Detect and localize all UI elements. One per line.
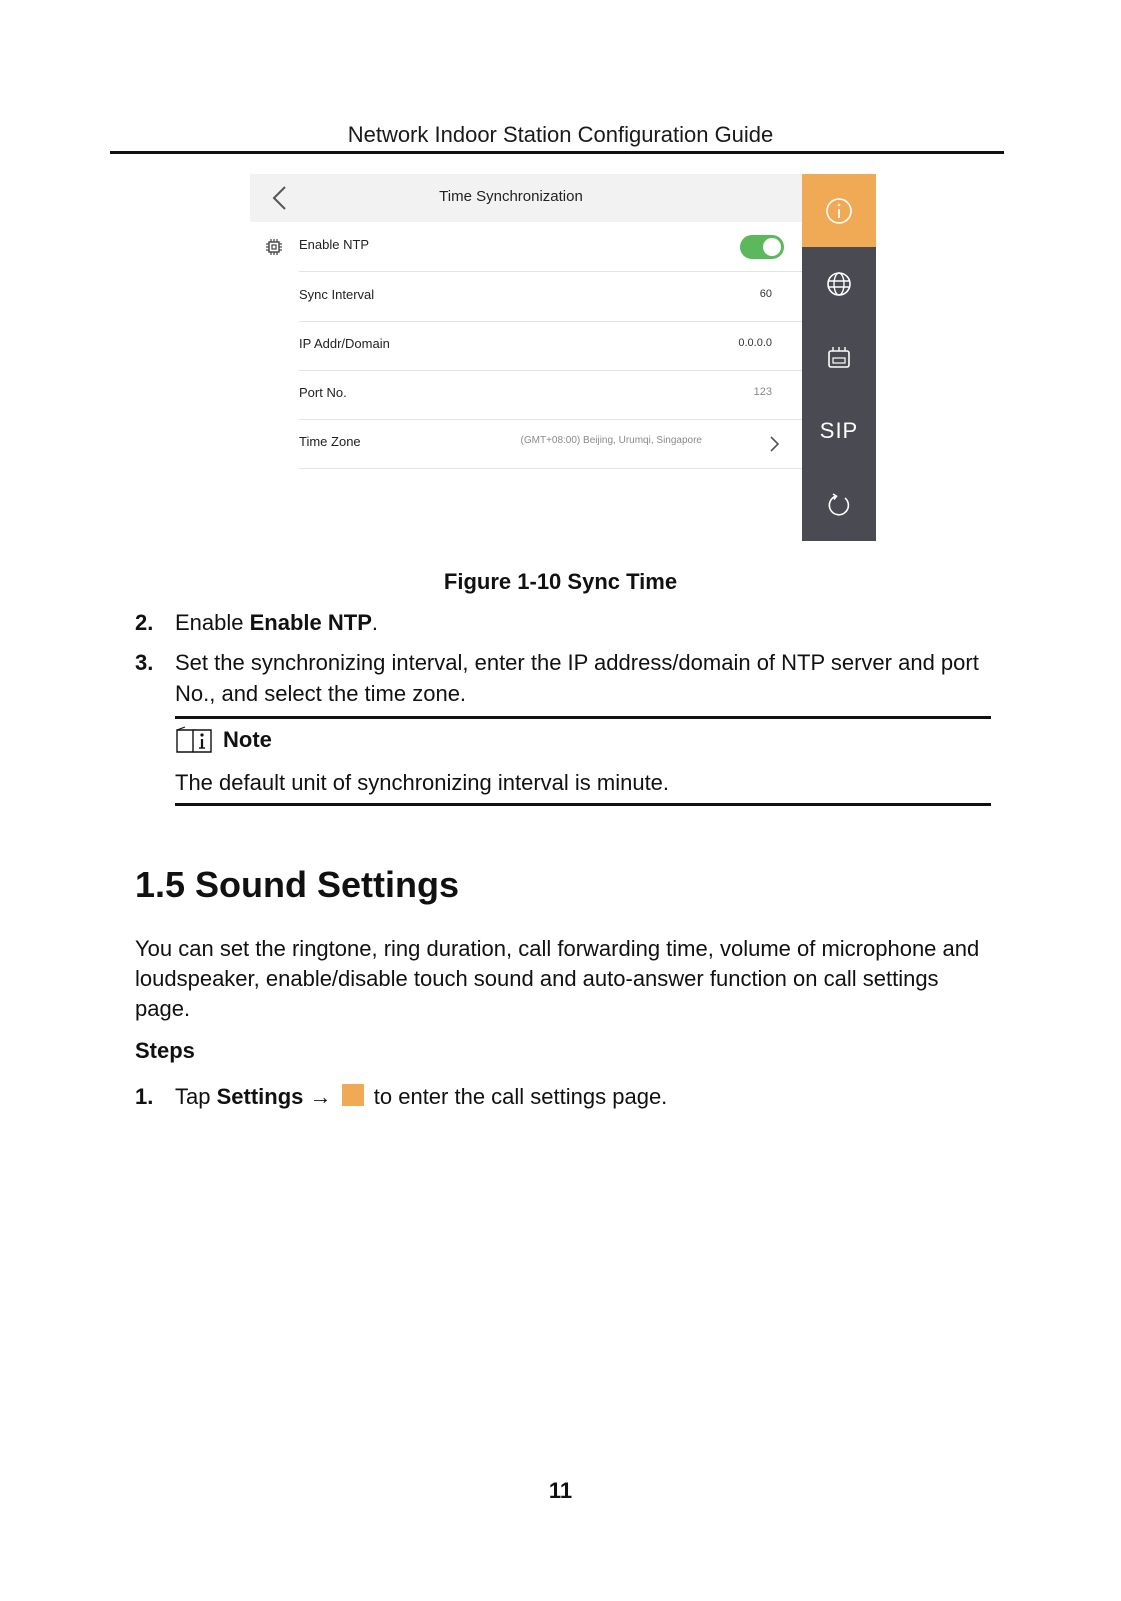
step-text: Tap Settings → to enter the call settings page. bbox=[175, 1084, 668, 1109]
sidebar-item-info[interactable] bbox=[802, 174, 876, 247]
row-enable-ntp[interactable] bbox=[299, 222, 802, 272]
screenshot-sidebar bbox=[802, 174, 876, 541]
screenshot-topbar bbox=[250, 174, 802, 222]
sidebar-item-refresh[interactable] bbox=[802, 468, 876, 541]
ui-term: Enable NTP bbox=[249, 610, 372, 635]
sync-time-screenshot bbox=[250, 174, 876, 541]
note-text: The default unit of synchronizing interval is minute. bbox=[175, 770, 670, 795]
header-rule bbox=[110, 151, 1004, 154]
row-value: 0.0.0.0 bbox=[738, 337, 772, 349]
sidebar-item-device[interactable] bbox=[802, 321, 876, 394]
row-ip-addr[interactable] bbox=[299, 321, 802, 371]
sidebar-item-network[interactable] bbox=[802, 247, 876, 320]
step-number: 1. bbox=[135, 1084, 154, 1109]
toggle-knob bbox=[763, 238, 781, 256]
note-top-rule bbox=[175, 716, 991, 719]
figure-caption: Figure 1-10 Sync Time bbox=[443, 569, 678, 594]
device-icon bbox=[825, 344, 853, 372]
screenshot-title: Time Synchronization bbox=[439, 188, 583, 205]
section-paragraph: You can set the ringtone, ring duration, call forwarding time, volume of microphone and loudspeaker, enable/disable touch sound and auto-answer function on call settings page. bbox=[135, 936, 980, 1021]
page-number: 11 bbox=[548, 1478, 573, 1503]
row-label: Port No. bbox=[299, 385, 347, 400]
refresh-icon bbox=[825, 491, 853, 519]
chip-icon bbox=[264, 237, 284, 257]
globe-icon bbox=[825, 270, 853, 298]
ui-term: Settings bbox=[216, 1084, 304, 1109]
note-book-icon bbox=[175, 726, 213, 754]
step-number: 2. bbox=[135, 610, 154, 635]
step-number: 3. bbox=[135, 650, 154, 675]
chevron-right-icon bbox=[768, 435, 780, 453]
row-time-zone[interactable] bbox=[299, 419, 802, 469]
sip-label: SIP bbox=[819, 417, 859, 443]
row-label: Time Zone bbox=[299, 434, 361, 449]
row-port[interactable] bbox=[299, 370, 802, 420]
note-bottom-rule bbox=[175, 803, 991, 806]
note-heading bbox=[175, 725, 272, 755]
row-value: (GMT+08:00) Beijing, Urumqi, Singapore bbox=[520, 435, 702, 446]
section-title: 1.5 Sound Settings bbox=[135, 864, 460, 905]
row-sync-interval[interactable] bbox=[299, 272, 802, 322]
step-text: Enable Enable NTP. bbox=[175, 610, 378, 635]
row-value: 123 bbox=[753, 386, 772, 398]
steps-label: Steps bbox=[135, 1038, 195, 1063]
call-settings-icon bbox=[342, 1084, 364, 1106]
row-label: IP Addr/Domain bbox=[299, 336, 390, 351]
enable-ntp-toggle[interactable] bbox=[740, 235, 784, 259]
step-text: Set the synchronizing interval, enter the IP address/domain of NTP server and port No., and select the time zone. bbox=[175, 650, 979, 706]
arrow-glyph: → bbox=[309, 1084, 332, 1109]
note-label: Note bbox=[223, 727, 272, 752]
sidebar-item-sip[interactable] bbox=[802, 394, 876, 467]
page-header-title: Network Indoor Station Configuration Guide bbox=[347, 122, 774, 147]
info-icon bbox=[825, 197, 853, 225]
row-label: Sync Interval bbox=[299, 287, 375, 302]
row-value: 60 bbox=[759, 288, 772, 300]
row-label: Enable NTP bbox=[299, 237, 370, 252]
